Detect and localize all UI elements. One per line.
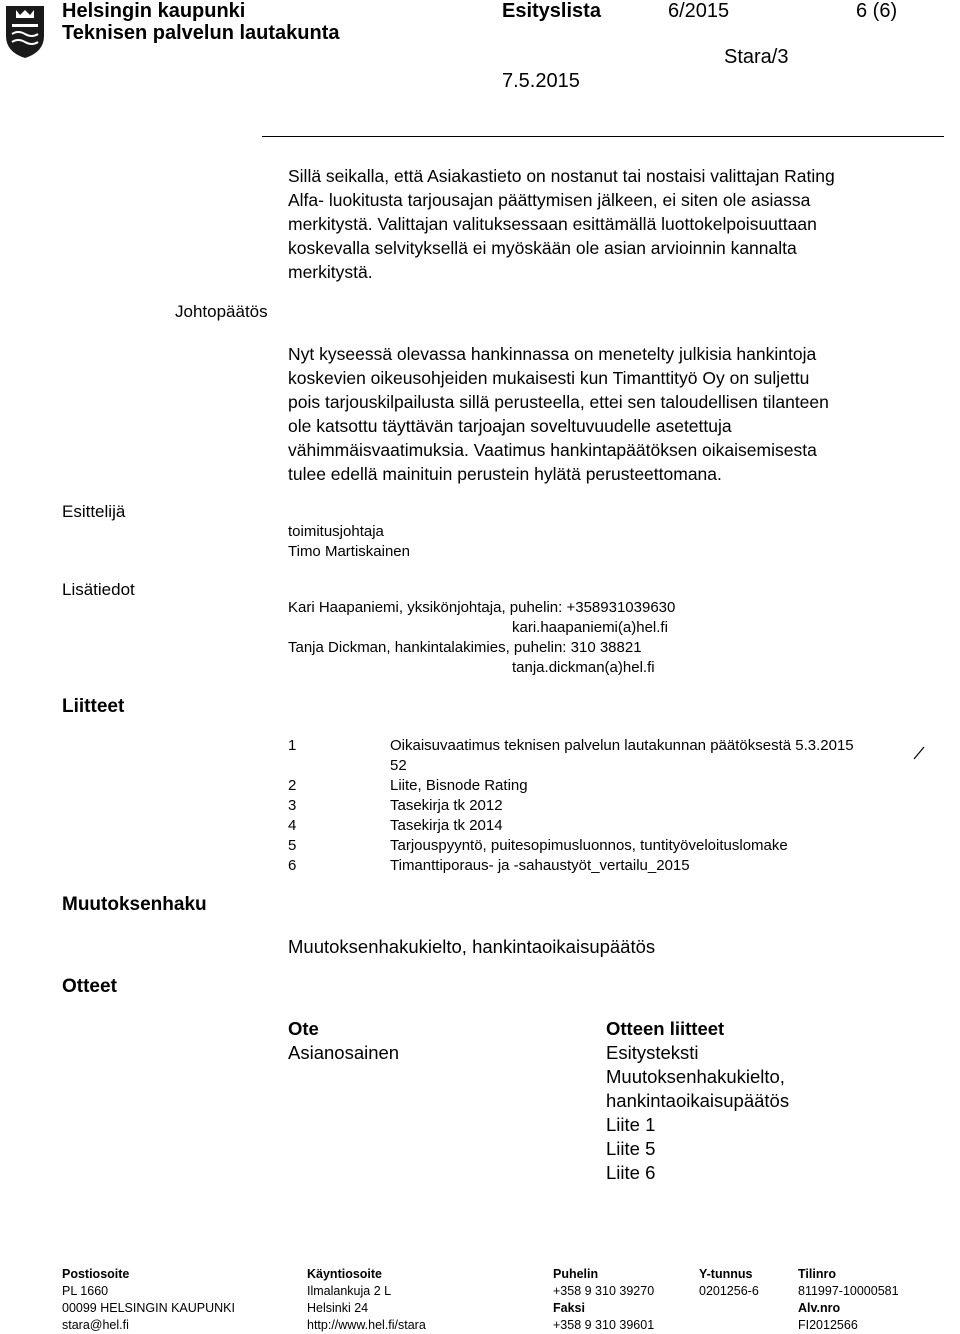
para1-line: Sillä seikalla, että Asiakastieto on nostanut tai nostaisi valittajan Rating <box>288 166 835 186</box>
footer-phone-head: Puhelin <box>553 1267 599 1281</box>
doc-date: 7.5.2015 <box>502 70 580 92</box>
footer-fax: +358 9 310 39601 <box>553 1318 655 1332</box>
para1-line: Alfa- luokitusta tarjousajan päättymisen jälkeen, ei siten ole asiassa <box>288 190 811 210</box>
footer-visit-l2: Helsinki 24 <box>307 1301 369 1315</box>
footer-visit-l1: Ilmalankuja 2 L <box>307 1284 392 1298</box>
footer-ytunnus: 0201256-6 <box>699 1284 759 1298</box>
doc-number: 6/2015 <box>668 0 730 22</box>
label-esittelija: Esittelijä <box>62 502 126 521</box>
header-rule <box>262 136 944 137</box>
para2-line: koskevien oikeusohjeiden mukaisesti kun Timanttityö Oy on suljettu <box>288 368 810 388</box>
para1-line: koskevalla selvityksellä ei myöskään ole asian arvioinnin kannalta <box>288 238 797 258</box>
paragraph-1 <box>288 164 835 284</box>
para2-line: vähimmäisvaatimuksia. Vaatimus hankintapäätöksen oikaisemisesta <box>288 440 817 460</box>
appeal-text: Muutoksenhakukielto, hankintaoikaisupäätös <box>288 936 656 957</box>
extract-col2-head: Otteen liitteet <box>606 1018 725 1039</box>
attachment-number: 1 <box>288 737 297 754</box>
footer-alv-head: Alv.nro <box>798 1301 841 1315</box>
footer-postal-head: Postiosoite <box>62 1267 130 1281</box>
section-sign-icon <box>912 746 926 760</box>
extract-col1-head: Ote <box>288 1018 319 1039</box>
attachment-title[interactable]: Oikaisuvaatimus teknisen palvelun lautakunnan päätöksestä 5.3.2015 <box>390 737 854 754</box>
contact-email[interactable]: kari.haapaniemi(a)hel.fi <box>512 619 668 636</box>
ref-code: Stara/3 <box>724 46 789 68</box>
attachment-title[interactable]: Tasekirja tk 2014 <box>390 817 503 834</box>
extract-col2-item: Liite 5 <box>606 1138 656 1159</box>
contact-line: Kari Haapaniemi, yksikönjohtaja, puhelin: +358931039630 <box>288 599 676 616</box>
label-johtopaatos: Johtopäätös <box>175 302 268 321</box>
presenter-name: Timo Martiskainen <box>288 543 410 560</box>
footer-alv: FI2012566 <box>798 1318 858 1332</box>
attachment-number: 5 <box>288 837 297 854</box>
extract-col2-item: Muutoksenhakukielto, <box>606 1066 785 1087</box>
footer-tilinro-head: Tilinro <box>798 1267 836 1281</box>
helsinki-crest-icon <box>2 2 48 60</box>
para2-line: ole katsottu täyttävän tarjoajan soveltuvuudelle asetettuja <box>288 416 732 436</box>
para2-line: Nyt kyseessä olevassa hankinnassa on menetelty julkisia hankintoja <box>288 344 817 364</box>
footer-visit-head: Käyntiosoite <box>307 1267 383 1281</box>
label-liitteet: Liitteet <box>62 696 125 717</box>
attachment-title-cont: 52 <box>390 757 407 774</box>
attachment-number: 2 <box>288 777 297 794</box>
extract-col2-item: Liite 1 <box>606 1114 656 1135</box>
attachment-title[interactable]: Tasekirja tk 2012 <box>390 797 503 814</box>
doc-type: Esityslista <box>502 0 601 22</box>
attachment-title[interactable]: Tarjouspyyntö, puitesopimusluonnos, tuntityöveloituslomake <box>390 837 788 854</box>
extract-col2-item: Liite 6 <box>606 1162 656 1183</box>
footer-postal-email[interactable]: stara@hel.fi <box>62 1318 129 1332</box>
extract-col1-item: Asianosainen <box>288 1042 400 1063</box>
org-name: Helsingin kaupunki <box>62 0 246 22</box>
footer-postal-l2: 00099 HELSINGIN KAUPUNKI <box>62 1301 235 1315</box>
footer-phone: +358 9 310 39270 <box>553 1284 655 1298</box>
para2-line: tulee edellä mainituin perustein hylätä perusteettomana. <box>288 464 722 484</box>
presenter-title: toimitusjohtaja <box>288 523 384 540</box>
footer-postal-l1: PL 1660 <box>62 1284 109 1298</box>
footer-ytunnus-head: Y-tunnus <box>699 1267 753 1281</box>
attachment-title[interactable]: Timanttiporaus- ja -sahaustyöt_vertailu_2015 <box>390 857 690 874</box>
contact-line: Tanja Dickman, hankintalakimies, puhelin: 310 38821 <box>288 639 642 656</box>
attachment-title[interactable]: Liite, Bisnode Rating <box>390 777 528 794</box>
page-number: 6 (6) <box>856 0 898 22</box>
attachment-number: 3 <box>288 797 297 814</box>
attachment-number: 4 <box>288 817 297 834</box>
label-otteet: Otteet <box>62 976 117 997</box>
paragraph-2 <box>288 342 829 486</box>
footer-visit-url[interactable]: http://www.hel.fi/stara <box>307 1318 426 1332</box>
label-lisatiedot: Lisätiedot <box>62 580 135 599</box>
para1-line: merkitystä. Valittajan valituksessaan esittämällä luottokelpoisuuttaan <box>288 214 817 234</box>
attachment-number: 6 <box>288 857 297 874</box>
para2-line: pois tarjouskilpailusta sillä perusteella, ettei sen taloudellisen tilanteen <box>288 392 829 412</box>
footer-tilinro: 811997-10000581 <box>798 1284 899 1298</box>
footer-fax-head: Faksi <box>553 1301 585 1315</box>
extract-col2-item: Esitysteksti <box>606 1042 699 1063</box>
label-muutoksenhaku: Muutoksenhaku <box>62 894 207 915</box>
extract-col2-item: hankintaoikaisupäätös <box>606 1090 790 1111</box>
para1-line: merkitystä. <box>288 262 373 282</box>
board-name: Teknisen palvelun lautakunta <box>62 22 340 44</box>
contact-email[interactable]: tanja.dickman(a)hel.fi <box>512 659 655 676</box>
